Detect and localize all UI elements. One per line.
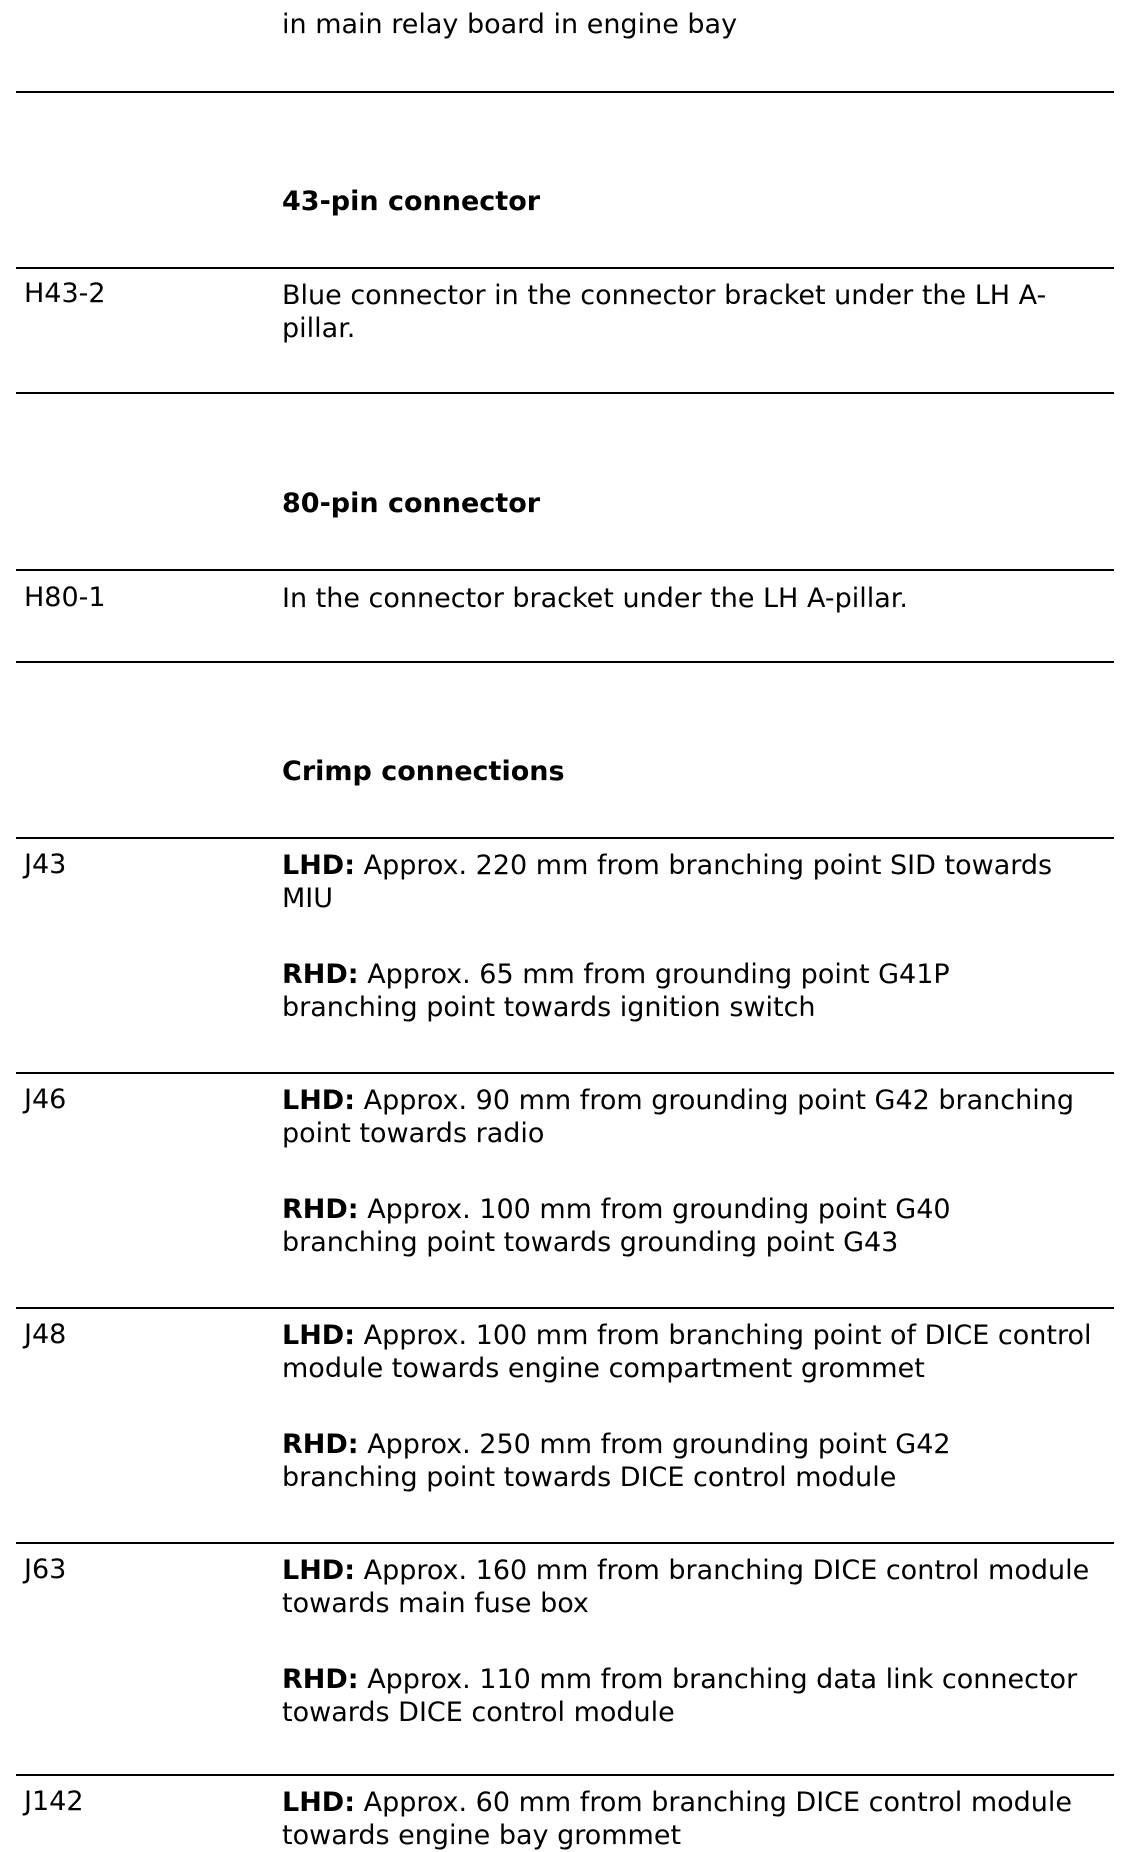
divider <box>16 1307 1114 1309</box>
connector-code: H80-1 <box>24 582 106 613</box>
rhd-location <box>282 1193 1092 1259</box>
divider <box>16 837 1114 839</box>
lhd-location <box>282 849 1092 915</box>
lhd-text: Approx. 160 mm from branching DICE control module towards main fuse box <box>282 1555 1090 1619</box>
lhd-text: Approx. 90 mm from grounding point G42 branching point towards radio <box>282 1085 1074 1149</box>
rhd-location <box>282 1428 1092 1494</box>
divider <box>16 267 1114 269</box>
rhd-label: RHD: <box>282 1429 359 1460</box>
section-heading-43-pin: 43-pin connector <box>282 186 541 217</box>
crimp-code: J43 <box>24 849 67 880</box>
section-heading-crimp: Crimp connections <box>282 756 565 787</box>
rhd-text: Approx. 100 mm from grounding point G40 branching point towards grounding point G43 <box>282 1194 951 1258</box>
rhd-label: RHD: <box>282 1194 359 1225</box>
crimp-code: J142 <box>24 1786 84 1817</box>
divider <box>16 392 1114 394</box>
lhd-location <box>282 1786 1092 1852</box>
crimp-code: J63 <box>24 1554 67 1585</box>
rhd-text: Approx. 65 mm from grounding point G41P branching point towards ignition switch <box>282 959 950 1023</box>
rhd-text: Approx. 250 mm from grounding point G42 branching point towards DICE control module <box>282 1429 951 1493</box>
lhd-label: LHD: <box>282 1555 356 1586</box>
rhd-text: Approx. 110 mm from branching data link connector towards DICE control module <box>282 1664 1078 1728</box>
section-heading-80-pin: 80-pin connector <box>282 488 541 519</box>
lhd-text: Approx. 220 mm from branching point SID towards MIU <box>282 850 1053 914</box>
divider <box>16 1542 1114 1544</box>
divider <box>16 1072 1114 1074</box>
lhd-location <box>282 1084 1092 1150</box>
divider <box>16 91 1114 93</box>
crimp-code: J46 <box>24 1084 67 1115</box>
continued-text: in main relay board in engine bay <box>282 9 738 40</box>
lhd-label: LHD: <box>282 850 356 881</box>
rhd-label: RHD: <box>282 959 359 990</box>
connector-location: Blue connector in the connector bracket under the LH A-pillar. <box>282 280 1047 344</box>
rhd-label: RHD: <box>282 1664 359 1695</box>
lhd-label: LHD: <box>282 1320 356 1351</box>
rhd-location <box>282 1663 1092 1729</box>
lhd-location <box>282 1319 1092 1385</box>
lhd-text: Approx. 100 mm from branching point of DICE control module towards engine compartment grommet <box>282 1320 1092 1384</box>
lhd-label: LHD: <box>282 1787 356 1818</box>
lhd-location <box>282 1554 1092 1620</box>
lhd-label: LHD: <box>282 1085 356 1116</box>
connector-code: H43-2 <box>24 278 106 309</box>
divider <box>16 569 1114 571</box>
lhd-text: Approx. 60 mm from branching DICE control module towards engine bay grommet <box>282 1787 1073 1851</box>
connector-location: In the connector bracket under the LH A-pillar. <box>282 583 908 614</box>
rhd-location <box>282 958 1092 1024</box>
crimp-code: J48 <box>24 1319 67 1350</box>
divider <box>16 661 1114 663</box>
divider <box>16 1774 1114 1776</box>
